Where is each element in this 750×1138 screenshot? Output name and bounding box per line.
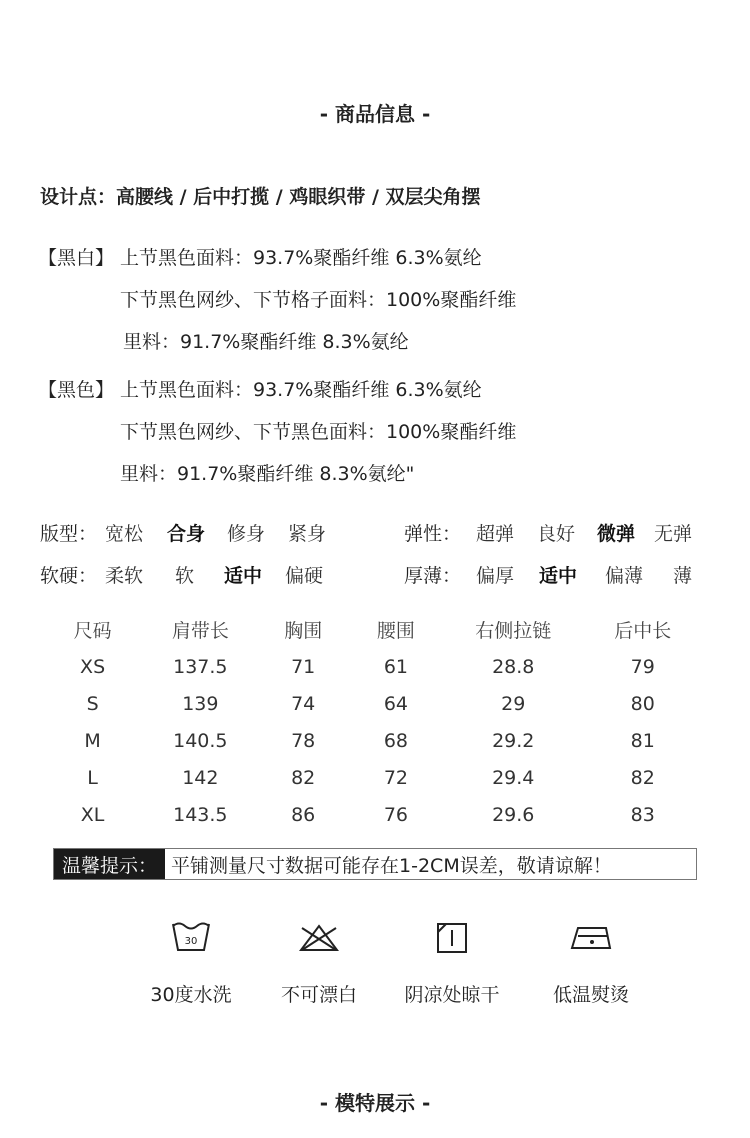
- fit-option-selected: 合身: [167, 523, 206, 545]
- tip-text: 平铺测量尺寸数据可能存在1-2CM误差，敬请谅解！: [171, 854, 612, 877]
- table-row: [45, 722, 705, 759]
- cell-bust: 82: [291, 766, 316, 789]
- elastic-option: 超弹: [476, 523, 515, 545]
- cell-side-zipper: 29: [501, 692, 526, 715]
- fit-option: 宽松: [105, 523, 144, 545]
- cell-back-length: 80: [630, 692, 655, 715]
- cell-bust: 86: [291, 803, 316, 826]
- cell-waist: 64: [383, 692, 409, 715]
- table-row: [45, 685, 705, 722]
- cell-back-length: 83: [630, 803, 655, 826]
- shade-dry-icon: [430, 918, 474, 958]
- cell-side-zipper: 29.4: [492, 766, 535, 789]
- material-line: 里料：91.7%聚酯纤维 8.3%氨纶: [123, 331, 409, 353]
- size-table-header: [45, 610, 705, 648]
- care-item-shade-dry: [387, 918, 517, 1007]
- cell-size: S: [86, 692, 99, 715]
- section-title-product-info: - 商品信息 -: [319, 102, 431, 126]
- cell-strap-length: 142: [182, 766, 219, 789]
- wash-temp-label: 30: [184, 936, 198, 947]
- cell-side-zipper: 29.6: [492, 803, 535, 826]
- elastic-option: 良好: [537, 523, 576, 545]
- cell-bust: 78: [291, 729, 316, 752]
- cell-size: M: [84, 729, 101, 752]
- col-header-size: 尺码: [73, 619, 112, 642]
- cell-back-length: 81: [630, 729, 655, 752]
- care-item-no-bleach: [254, 918, 384, 1007]
- material-line: 下节黑色网纱、下节黑色面料：100%聚酯纤维: [120, 421, 517, 443]
- thickness-option: 偏薄: [605, 565, 644, 587]
- material-line: 上节黑色面料：93.7%聚酯纤维 6.3%氨纶: [120, 247, 482, 269]
- cell-waist: 68: [383, 729, 409, 752]
- softness-option-selected: 适中: [224, 565, 263, 587]
- fit-label: 版型：: [40, 523, 98, 545]
- measurement-tip: [53, 848, 697, 880]
- cell-waist: 72: [383, 766, 409, 789]
- cell-strap-length: 143.5: [173, 803, 228, 826]
- fit-option: 紧身: [288, 523, 327, 545]
- cell-side-zipper: 28.8: [492, 655, 535, 678]
- care-label-wash: 30度水洗: [150, 984, 232, 1006]
- care-label-no-bleach: 不可漂白: [280, 984, 357, 1006]
- care-item-iron: [526, 918, 656, 1007]
- wash-30-icon: [169, 918, 213, 958]
- material-tag-black: 【黑色】: [38, 379, 115, 401]
- softness-label: 软硬：: [40, 565, 98, 587]
- col-header-side-zipper: 右侧拉链: [475, 619, 552, 642]
- elastic-label: 弹性：: [404, 523, 462, 545]
- cell-bust: 71: [291, 655, 316, 678]
- design-points: 设计点：高腰线 / 后中打揽 / 鸡眼织带 / 双层尖角摆: [40, 186, 481, 208]
- section-title-model-showcase: - 模特展示 -: [319, 1091, 431, 1115]
- softness-option: 偏硬: [285, 565, 324, 587]
- care-label-iron: 低温熨烫: [552, 984, 629, 1006]
- material-line: 下节黑色网纱、下节格子面料：100%聚酯纤维: [120, 289, 517, 311]
- thickness-option-selected: 适中: [539, 565, 578, 587]
- cell-side-zipper: 29.2: [492, 729, 535, 752]
- material-tag-black-white: 【黑白】: [38, 247, 115, 269]
- col-header-strap-length: 肩带长: [171, 619, 229, 642]
- col-header-back-length: 后中长: [614, 619, 672, 642]
- care-label-shade-dry: 阴凉处晾干: [404, 984, 500, 1006]
- cell-strap-length: 137.5: [173, 655, 228, 678]
- no-bleach-icon: [297, 918, 341, 958]
- cell-back-length: 82: [630, 766, 655, 789]
- tip-label: 温馨提示：: [54, 849, 165, 879]
- cell-strap-length: 139: [182, 692, 219, 715]
- material-line: 上节黑色面料：93.7%聚酯纤维 6.3%氨纶: [120, 379, 482, 401]
- thickness-option: 薄: [673, 565, 693, 587]
- iron-low-icon: [566, 918, 616, 958]
- table-row: [45, 759, 705, 796]
- cell-size: L: [87, 766, 98, 789]
- cell-bust: 74: [291, 692, 316, 715]
- cell-waist: 76: [383, 803, 409, 826]
- elastic-option-selected: 微弹: [597, 523, 636, 545]
- elastic-option: 无弹: [654, 523, 693, 545]
- cell-size: XL: [80, 803, 105, 826]
- thickness-label: 厚薄：: [404, 565, 462, 587]
- fit-option: 修身: [227, 523, 266, 545]
- softness-option: 软: [175, 565, 195, 587]
- cell-strap-length: 140.5: [173, 729, 228, 752]
- cell-back-length: 79: [630, 655, 655, 678]
- softness-option: 柔软: [105, 565, 144, 587]
- cell-size: XS: [80, 655, 106, 678]
- thickness-option: 偏厚: [476, 565, 515, 587]
- care-item-wash: [126, 918, 256, 1007]
- col-header-waist: 腰围: [376, 619, 415, 642]
- col-header-bust: 胸围: [284, 619, 323, 642]
- cell-waist: 61: [383, 655, 409, 678]
- table-row: [45, 796, 705, 833]
- size-table: [45, 610, 705, 833]
- material-line: 里料：91.7%聚酯纤维 8.3%氨纶": [120, 463, 415, 485]
- table-row: [45, 648, 705, 685]
